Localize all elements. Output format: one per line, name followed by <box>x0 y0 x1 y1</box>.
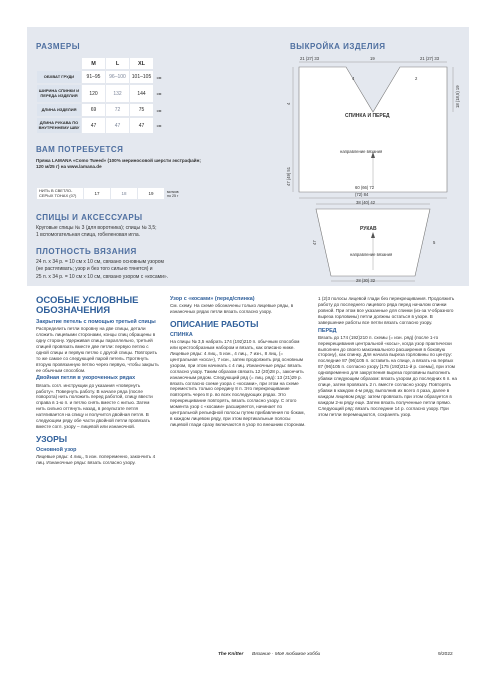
sleeve-label: РУКАВ <box>360 226 377 232</box>
subsection-heading: Двойная петля в укороченных рядах <box>36 375 136 382</box>
dim-label: 47 <box>312 240 317 245</box>
direction-label: направление вязания <box>340 149 383 154</box>
footer-brand: The Knitter <box>218 652 244 657</box>
dim-label: 21 (27) 33 <box>420 56 440 61</box>
paragraph: Вязать согл. инструкции до указания «повернуть работу». Повернуть работу. В начале ряда (после поворота) нить положить перед работой, спицу ввести справа в 1-ю п. и петлю снять вместе с нитью. Затем нить сильно оттянуть назад, в результате петля натягивается на спицу и получится двойная петля. В следующем ряду обе части двойной петли провязать вместе согл. узору – лицевой или изнаночной. <box>36 382 153 429</box>
sizes-title: РАЗМЕРЫ <box>36 42 81 51</box>
dim-label: 18 (18,5) 19 <box>455 85 460 108</box>
gauge-line: 25 п. x 34 р. = 10 см x 10 см, связано узором с «косами». <box>36 274 169 280</box>
paragraph: См. схему. На схеме обозначены только лицевые ряды, в изнаночных рядах петли вязать согласно узору. <box>170 303 294 315</box>
section-heading: ОСОБЫЕ УСЛОВНЫЕ ОБОЗНАЧЕНИЯ <box>36 295 139 316</box>
paragraph: 1 (2)3 полосы лицевой глади без перекрещивания. Продолжить работу до последнего лицевого ряда перед началом спинки ровной. При этом все указанные для спинки (из-за V-образного выреза горловины) петли должны остаться в узоре. В завершение работы все петли вязать согласно узору. <box>318 296 455 325</box>
dim-label: 21 (27) 33 <box>300 56 320 61</box>
table-row: НИТЬ В СВЕТЛО-СЕРЫХ ТОНАХ (07) 17 18 19 мотков по 25 г <box>39 188 179 198</box>
page-number: 9/2022 <box>438 652 453 657</box>
section-heading: УЗОРЫ <box>36 433 68 444</box>
dim-label: 4 <box>286 102 291 105</box>
schematic-title: ВЫКРОЙКА ИЗДЕЛИЯ <box>290 42 386 51</box>
needles-line: 1 вспомогательная спица, гобеленовая игла. <box>36 232 141 238</box>
size-header: M <box>82 58 105 69</box>
sizes-table <box>36 56 165 135</box>
schematic-diagram <box>283 52 463 284</box>
body-label: СПИНКА И ПЕРЕД <box>345 113 390 119</box>
subsection-heading: ПЕРЕД <box>318 327 337 334</box>
yarn-text: Пряжа LAMANA «Como Tweed» (100% мериносовой шерсти экстрафайн; 120 м/25 г) на www.lamana.de <box>36 158 201 169</box>
yarn-table <box>36 187 184 200</box>
gauge-line: 24 п. x 34 р. = 10 см x 10 см, связано основным узором <box>36 259 164 265</box>
dim-label: 2 <box>415 76 418 81</box>
column-1 <box>36 296 160 466</box>
column-2 <box>170 296 308 428</box>
dim-label: 28 (30) 32 <box>356 278 376 283</box>
gauge-line: (не растягивать; узор и без того сильно тянется) и <box>36 266 153 272</box>
gauge-title: ПЛОТНОСТЬ ВЯЗАНИЯ <box>36 247 137 256</box>
subsection-heading: Узор с «косами» (перед/спинка) <box>170 296 255 302</box>
footer-text: Вязание · Моё любимое хобби <box>252 652 321 657</box>
size-header: XL <box>130 58 153 69</box>
direction-label: направление вязания <box>350 252 393 257</box>
needles-title: СПИЦЫ И АКСЕССУАРЫ <box>36 213 143 222</box>
paragraph: Вязать до 174 (192)210 п. схемы (= изн. ряд) (после 1-го перекрещивания центральной «косы», когда узор практически выполнен до своего максимального расширения в боковую сторону), как спинку. Для начала выреза горловины по центру: последние 87 (96)105 п. оставить на спице, а вязать на первых 87 (96)105 п. согласно узору [175 (193)211-й р. схемы], при этом одновременно для закругления выреза горловины выполнить убавки следующим образом: вязать узором до последних 6 п. на спице, затем провязать 2 п. вместе согласно узору. Повторять убавки в каждом 4-м ряду, выполнив их всего 4 раза, далее в каждом лицевом ряду: затем провязать при этом образуется в каждом 2-м ряду еще. Затем вязать полученные петли прямо. Следующий ряд: вязать последние 14 р. согласно узору. При этом петли перемещаются, сохранять узор. <box>318 334 457 417</box>
table-row: ДЛИНА РУКАВА ПО ВНУТРЕННЕМУ ШВУ 47 47 47 см <box>37 118 164 133</box>
table-row: ШИРИНА СПИНКИ И ПЕРЕДА ИЗДЕЛИЯ 120 132 144 см <box>37 85 164 102</box>
dim-label: 38 (40) 42 <box>356 200 376 205</box>
dim-label: 5 <box>433 240 436 245</box>
table-row: ОБХВАТ ГРУДИ 91–95 96–100 101–105 см <box>37 71 164 83</box>
paragraph: На спицы № 3,5 набрать 174 (192)210 п. обычным способом или крестообразным набором и вязать, как описано ниже. Лицевые ряды: 4 лиц., 5 изн., 4 лиц., 7 изн., 8 лиц. (= центральная «коса»), 7 изн., затем продолжить ряд основным узором, при этом начинать с 4 лиц. Изнаночные ряды: вязать согласно узору. Таким образом связать 12 (20)28 р., закончить изнаночным рядом. Следующий ряд (= лиц. ряд): 13 (21)29 р. вязать согласно схеме узора с «косами», при этом на схеме переместить только середину 8 п. Это перекрещивание повторять через 8 р. во всех последующих рядах. Это перекрещивание повторять, вязать согласно узору. С этого момента узор с «косами» расширяется, начинает по центральной рельефной полосы путем прибавления по бокам, в каждом лицевом ряду, при этом вертикальные полосы лицевой глади сразу включаются в узор по внешним сторонам. <box>170 339 306 427</box>
dim-label: 47 (49) 51 <box>286 166 291 186</box>
materials-title: ВАМ ПОТРЕБУЕТСЯ <box>36 145 124 154</box>
table-row: ДЛИНА ИЗДЕЛИЯ 69 72 75 см <box>37 104 164 116</box>
dim-label: (72) 84 <box>355 192 369 197</box>
subsection-heading: Закрытие петель с помощью третьей спицы <box>36 319 156 325</box>
subsection-heading: Основной узор <box>36 446 77 453</box>
section-heading: ОПИСАНИЕ РАБОТЫ <box>170 319 259 330</box>
dim-label: 60 (66) 72 <box>355 185 375 190</box>
paragraph: Распределить петли поровну на две спицы, детали сложить лицевыми сторонами, концы спиц обращены в одну сторону. Удерживая спицы параллельно, третьей спицей провязать вместе две петли: первую петлю с одной спицы и первую петлю с другой спицы. Повторить то же самое со следующей парой петель. Протянуть вторую провязанную петлю через первую, чтобы закрыть ее обычным способом. <box>36 326 159 373</box>
size-header: L <box>106 58 129 69</box>
column-3 <box>318 296 458 417</box>
subsection-heading: СПИНКА <box>170 332 193 339</box>
needles-line: Круговые спицы № 3 (для воротника); спицы № 3,5; <box>36 225 157 231</box>
dim-label: 4 <box>352 76 355 81</box>
dim-label: 19 <box>370 56 375 61</box>
paragraph: Лицевые ряды: 4 лиц., 5 изн. попеременно, закончить 4 лиц. Изнаночные ряды: вязать согласно узору. <box>36 454 156 466</box>
